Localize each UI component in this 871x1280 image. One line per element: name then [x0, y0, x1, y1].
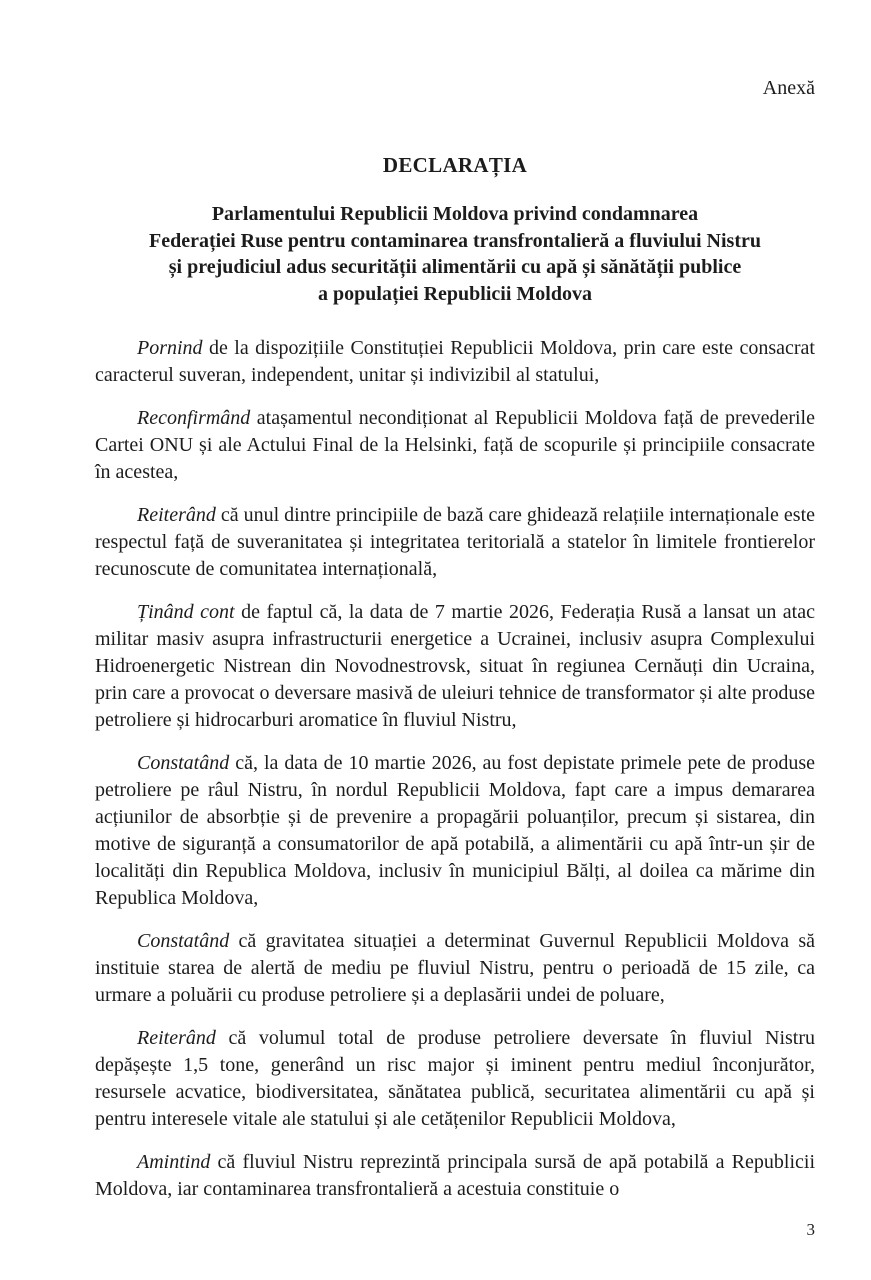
subtitle-line: a populației Republicii Moldova: [318, 282, 592, 305]
paragraph-lead: Constatând: [137, 930, 230, 952]
paragraph-text: că gravitatea situației a determinat Guvernul Republicii Moldova să instituie starea de alertă de mediu pe fluviul Nistru, pentru o perioadă de 15 zile, ca urmare a poluării cu produse petroliere și a deplasării undei de poluare,: [95, 930, 815, 1006]
paragraph-text: atașamentul necondiționat al Republicii Moldova față de prevederile Cartei ONU și ale Actului Final de la Helsinki, față de scopurile și principiile consacrate în acestea,: [95, 407, 815, 483]
subtitle-line: Federației Ruse pentru contaminarea transfrontalieră a fluviului Nistru: [149, 229, 761, 252]
paragraph-lead: Ținând cont: [137, 601, 235, 623]
subtitle-line: și prejudiciul adus securității alimentării cu apă și sănătății publice: [168, 256, 742, 278]
paragraph-text: că fluviul Nistru reprezintă principala sursă de apă potabilă a Republicii Moldova, iar contaminarea transfrontalieră a acestuia constituie o: [95, 1151, 815, 1200]
page-number: 3: [806, 1220, 815, 1239]
paragraph-reiterand-2: [95, 1025, 815, 1133]
document-subtitle: [95, 201, 815, 307]
subtitle-line: Parlamentului Republicii Moldova privind condamnarea: [211, 203, 699, 225]
paragraph-lead: Constatând: [137, 752, 230, 774]
document-title: DECLARAȚIA: [382, 153, 528, 177]
paragraph-text: că, la data de 10 martie 2026, au fost depistate primele pete de produse petroliere pe râul Nistru, în nordul Republicii Moldova, fapt care a impus demararea acțiunilor de absorbție și de prevenire a propagării poluanților, precum și sistarea, din motive de siguranță a consumatorilor de apă potabilă, a alimentării cu apă într-un șir de localități din Republica Moldova, inclusiv în municipiul Bălți, al doilea ca mărime din Republica Moldova,: [95, 752, 815, 909]
paragraph-lead: Reconfirmând: [137, 407, 251, 429]
paragraph-reiterand-1: [95, 502, 815, 583]
paragraph-lead: Pornind: [137, 337, 203, 359]
paragraph-lead: Amintind: [137, 1151, 211, 1173]
paragraph-reconfirmand: [95, 405, 815, 486]
paragraph-constatand-1: [95, 750, 815, 912]
paragraph-text: de la dispozițiile Constituției Republicii Moldova, prin care este consacrat caracterul suveran, independent, unitar și indivizibil al statului,: [95, 337, 815, 386]
document-body: [95, 335, 815, 1203]
paragraph-lead: Reiterând: [137, 1027, 216, 1049]
annex-label: Anexă: [762, 77, 815, 99]
paragraph-tinand-cont: [95, 599, 815, 734]
paragraph-pornind: [95, 335, 815, 389]
paragraph-text: că unul dintre principiile de bază care ghidează relațiile internaționale este respectul față de suveranitatea și integritatea teritorială a statelor în limitele frontierelor recunoscute de comunitatea internațională,: [95, 504, 816, 580]
paragraph-text: de faptul că, la data de 7 martie 2026, Federația Rusă a lansat un atac militar masiv asupra infrastructurii energetice a Ucrainei, inclusiv asupra Complexului Hidroenergetic Nistrean din Novodnestrovsk, situat în regiunea Cernăuți din Ucraina, prin care a provocat o deversare masivă de uleiuri tehnice de transformator și alte produse petroliere și hidrocarburi aromatice în fluviul Nistru,: [95, 601, 815, 731]
paragraph-constatand-2: [95, 928, 815, 1009]
paragraph-lead: Reiterând: [137, 504, 216, 526]
paragraph-amintind: [95, 1149, 815, 1203]
paragraph-text: că volumul total de produse petroliere deversate în fluviul Nistru depășește 1,5 tone, generând un risc major și iminent pentru mediul înconjurător, resursele acvatice, biodiversitatea, sănătatea publică, securitatea alimentării cu apă și pentru interesele vitale ale statului și ale cetățenilor Republicii Moldova,: [95, 1027, 815, 1130]
